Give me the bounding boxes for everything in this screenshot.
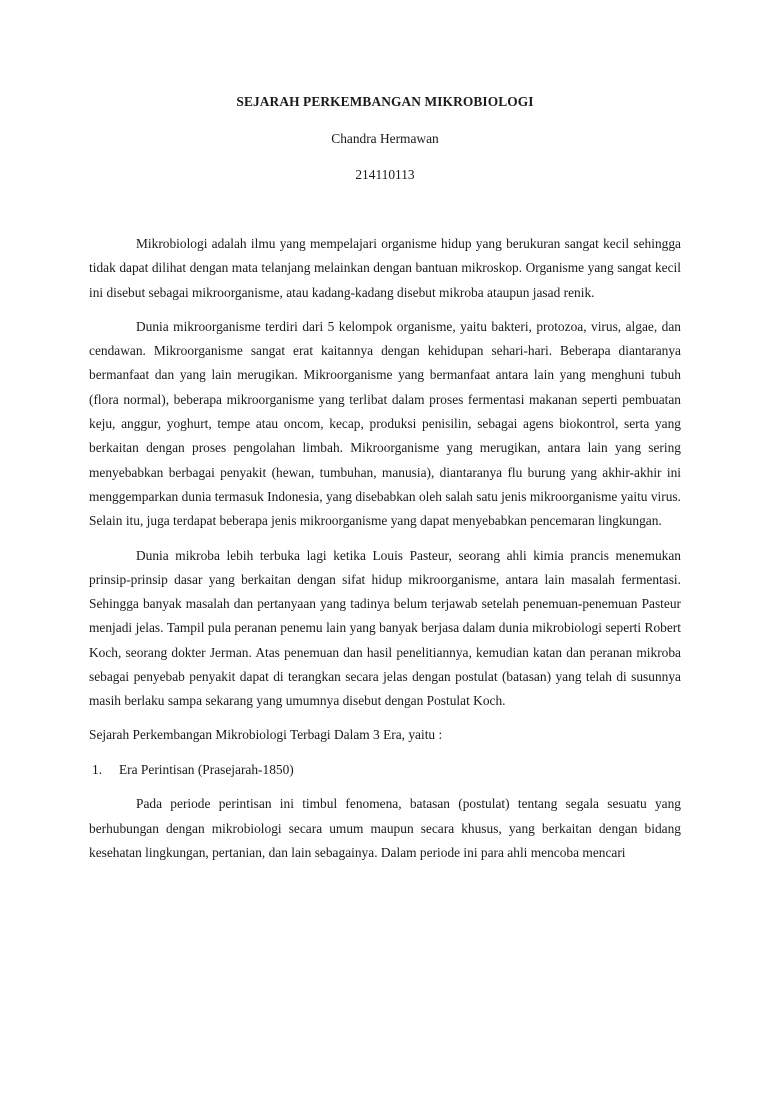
- list-item-label: Era Perintisan (Prasejarah-1850): [119, 761, 294, 777]
- paragraph-microorganism-world: Dunia mikroorganisme terdiri dari 5 kelompok organisme, yaitu bakteri, protozoa, virus, algae, dan cendawan. Mikroorganisme sangat erat kaitannya dengan kehidupan sehari-hari. Beberapa diantaranya bermanfaat dan yang lain merugikan. Mikroorganisme yang bermanfaat antara lain yang menghuni tubuh (flora normal), beberapa mikroorganisme yang terlibat dalam proses fermentasi makanan seperti pembuatan keju, anggur, yoghurt, tempe atau oncom, kecap, produksi penisilin, sebagai agens biokontrol, serta yang berkaitan dengan proses pengolahan limbah. Mikroorganisme yang merugikan, antara lain yang sering menyebabkan berbagai penyakit (hewan, tumbuhan, manusia), diantaranya flu burung yang akhir-akhir ini menggemparkan dunia termasuk Indonesia, yang disebabkan oleh salah satu jenis mikroorganisme yaitu virus. Selain itu, juga terdapat beberapa jenis mikroorganisme yang dapat menyebabkan pencemaran lingkungan.: [89, 318, 681, 529]
- paragraph-era-perintisan: Pada periode perintisan ini timbul fenomena, batasan (postulat) tentang segala sesuatu yang berhubungan dengan mikrobiologi secara umum maupun secara khusus, yang berkaitan dengan bidang kesehatan lingkungan, pertanian, dan lain sebagainya. Dalam periode ini para ahli mencoba mencari: [89, 796, 681, 860]
- list-item: [89, 758, 681, 782]
- student-id: 214110113: [355, 167, 415, 182]
- page-title: SEJARAH PERKEMBANGAN MIKROBIOLOGI: [236, 94, 534, 109]
- list-item-number: 1.: [92, 761, 103, 777]
- document-page: [0, 90, 768, 1114]
- author-name: Chandra Hermawan: [331, 131, 439, 146]
- paragraph-pasteur-koch: Dunia mikroba lebih terbuka lagi ketika Louis Pasteur, seorang ahli kimia prancis menemukan prinsip-prinsip dasar yang berkaitan dengan sifat hidup mikroorganisme, antara lain masalah fermentasi. Sehingga banyak masalah dan pertanyaan yang tadinya belum terjawab setelah penemuan-penemuan Pasteur menjadi jelas. Tampil pula peranan penemu lain yang banyak berjasa dalam dunia mikrobiologi seperti Robert Koch, seorang dokter Jerman. Atas penemuan dan hasil penelitiannya, kemudian katan dan peranan mikroba sebagai penyebab penyakit dapat di terangkan secara jelas dengan postulat (batasan) yang telah di susunnya masih berlaku sampa sekarang yang umumnya disebut dengan Postulat Koch.: [89, 547, 681, 709]
- era-intro-line: Sejarah Perkembangan Mikrobiologi Terbagi Dalam 3 Era, yaitu :: [89, 726, 443, 742]
- paragraph-intro: Mikrobiologi adalah ilmu yang mempelajari organisme hidup yang berukuran sangat kecil sehingga tidak dapat dilihat dengan mata telanjang melainkan dengan bantuan mikroskop. Organisme yang sangat kecil ini disebut sebagai mikroorganisme, atau kadang-kadang disebut mikroba ataupun jasad renik.: [89, 236, 681, 300]
